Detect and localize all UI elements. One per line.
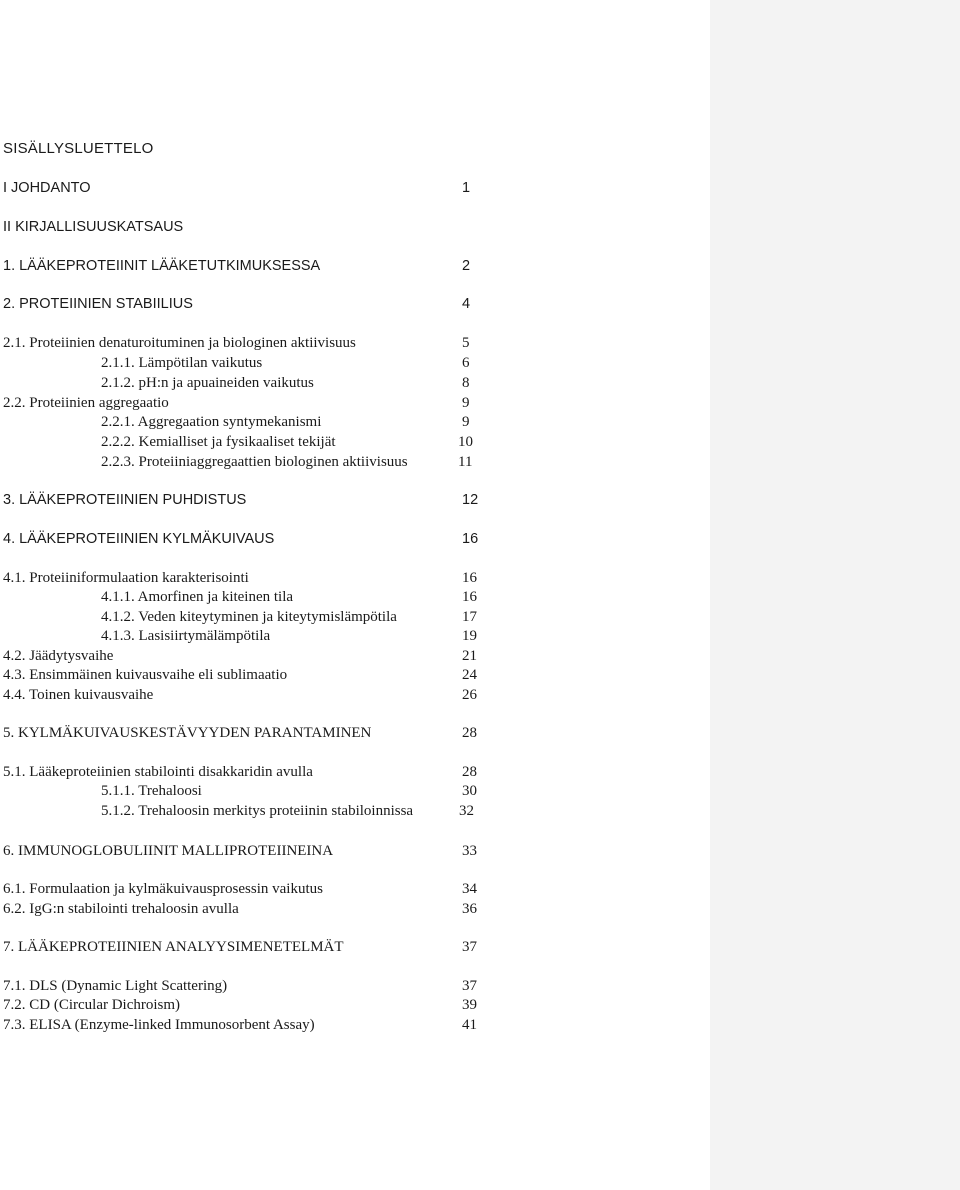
toc-entry [0, 607, 500, 627]
toc-entry-page: 10 [458, 434, 473, 450]
toc-entry-title: 2.1.2. pH:n ja apuaineiden vaikutus [101, 375, 314, 391]
toc-entry-title: 2.1.1. Lämpötilan vaikutus [101, 355, 263, 371]
toc-entry [0, 646, 500, 666]
toc-entry-title: I JOHDANTO [3, 180, 91, 196]
toc-entry [0, 976, 500, 996]
toc-entry-page: 2 [462, 258, 471, 274]
toc-entry-title: II KIRJALLISUUSKATSAUS [3, 219, 184, 235]
toc-entry [0, 568, 500, 588]
toc-entry-title: 3. LÄÄKEPROTEIINIEN PUHDISTUS [3, 492, 247, 508]
toc-entry [0, 1015, 500, 1035]
toc-entry-title: 4.4. Toinen kuivausvaihe [3, 687, 154, 703]
toc-entry-title: 2.2. Proteiinien aggregaatio [3, 395, 169, 411]
toc-entry-page: 16 [462, 531, 479, 547]
toc-entry-title: 4.1.3. Lasisiirtymälämpötila [101, 628, 271, 644]
toc-entry-page: 33 [462, 843, 477, 859]
toc-entry-title: 5.1. Lääkeproteiinien stabilointi disakkaridin avulla [3, 764, 313, 780]
toc-entry [0, 995, 500, 1015]
toc-entry [0, 294, 500, 314]
toc-entry-title: 7. LÄÄKEPROTEIINIEN ANALYYSIMENETELMÄT [3, 939, 344, 955]
toc-entry-title: 5. KYLMÄKUIVAUSKESTÄVYYDEN PARANTAMINEN [3, 725, 372, 741]
toc-entry-title: 7.2. CD (Circular Dichroism) [3, 997, 181, 1013]
toc-entry-page: 8 [462, 375, 470, 391]
toc-entry-page: 37 [462, 978, 477, 994]
toc-entry-page: 16 [462, 570, 477, 586]
toc-entry [0, 178, 500, 198]
toc-entry-title: 7.1. DLS (Dynamic Light Scattering) [3, 978, 228, 994]
toc-entry-page: 34 [462, 881, 477, 897]
toc-entry-page: 37 [462, 939, 477, 955]
toc-entry-page: 41 [462, 1017, 477, 1033]
toc-entry-title: 2.2.3. Proteiiniaggregaattien biologinen aktiivisuus [101, 454, 408, 470]
toc-entry-page: 9 [462, 395, 470, 411]
toc-entry-page: 28 [462, 725, 477, 741]
toc-entry-title: 2.2.2. Kemialliset ja fysikaaliset tekijät [101, 434, 336, 450]
toc-entry [0, 626, 500, 646]
toc-entry-title: 7.3. ELISA (Enzyme-linked Immunosorbent Assay) [3, 1017, 315, 1033]
toc-entry-page: 9 [462, 414, 470, 430]
toc-entry-page: 5 [462, 335, 470, 351]
toc-entry-page: 39 [462, 997, 477, 1013]
toc-entry [0, 529, 500, 549]
toc-entry-page: 21 [462, 648, 477, 664]
toc-heading: SISÄLLYSLUETTELO [3, 140, 154, 157]
toc-entry-page: 24 [462, 667, 477, 683]
toc-entry-page: 11 [458, 454, 473, 470]
toc-entry [0, 432, 500, 452]
toc-entry-title: 6.2. IgG:n stabilointi trehaloosin avulla [3, 901, 239, 917]
toc-entry-page: 30 [462, 783, 477, 799]
toc-entry-page: 1 [462, 180, 471, 196]
toc-entry [0, 781, 500, 801]
toc-entry-title: 2.1. Proteiinien denaturoituminen ja biologinen aktiivisuus [3, 335, 356, 351]
toc-entry-title: 4.2. Jäädytysvaihe [3, 648, 114, 664]
toc-entry [0, 490, 500, 510]
toc-entry [0, 373, 500, 393]
toc-entry [0, 899, 500, 919]
toc-entry-title: 1. LÄÄKEPROTEIINIT LÄÄKETUTKIMUKSESSA [3, 258, 321, 274]
toc-entry [0, 333, 500, 353]
toc-entry [0, 879, 500, 899]
toc-entry-title: 4.1.2. Veden kiteytyminen ja kiteytymislämpötila [101, 609, 397, 625]
toc-entry-page: 17 [462, 609, 477, 625]
toc-entry-title: 5.1.1. Trehaloosi [101, 783, 202, 799]
toc-entry-title: 4.1.1. Amorfinen ja kiteinen tila [101, 589, 294, 605]
toc-entry-title: 5.1.2. Trehaloosin merkitys proteiinin stabiloinnissa [101, 803, 414, 819]
toc-entry-title: 2.2.1. Aggregaation syntymekanismi [101, 414, 322, 430]
toc-entry [0, 685, 500, 705]
toc-entry [0, 412, 500, 432]
toc-entry-page: 36 [462, 901, 477, 917]
side-panel [710, 0, 960, 1190]
toc-entry-page: 26 [462, 687, 477, 703]
toc-entry [0, 353, 500, 373]
toc-entry-title: 4.3. Ensimmäinen kuivausvaihe eli sublimaatio [3, 667, 288, 683]
toc-entry [0, 393, 500, 413]
toc-entry-title: 4.1. Proteiiniformulaation karakterisointi [3, 570, 249, 586]
toc-entry-page: 32 [459, 803, 474, 819]
toc-entry-title: 4. LÄÄKEPROTEIINIEN KYLMÄKUIVAUS [3, 531, 275, 547]
toc-entry [0, 841, 500, 861]
toc-entry [0, 665, 500, 685]
toc-entry-title: 2. PROTEIINIEN STABIILIUS [3, 296, 193, 312]
toc-entry-page: 16 [462, 589, 477, 605]
toc-entry [0, 937, 500, 957]
toc-entry [0, 587, 500, 607]
toc-entry-title: 6.1. Formulaation ja kylmäkuivausprosessin vaikutus [3, 881, 323, 897]
toc-entry [0, 217, 500, 237]
toc-entry-title: 6. IMMUNOGLOBULIINIT MALLIPROTEIINEINA [3, 843, 334, 859]
toc-entry [0, 762, 500, 782]
toc-entry-page: 19 [462, 628, 477, 644]
toc-entry [0, 452, 500, 472]
toc-entry [0, 801, 500, 821]
toc-entry-page: 28 [462, 764, 477, 780]
toc-entry-page: 4 [462, 296, 471, 312]
toc-entry [0, 723, 500, 743]
toc-entry [0, 256, 500, 276]
toc-entry-page: 12 [462, 492, 479, 508]
toc-entry-page: 6 [462, 355, 470, 371]
